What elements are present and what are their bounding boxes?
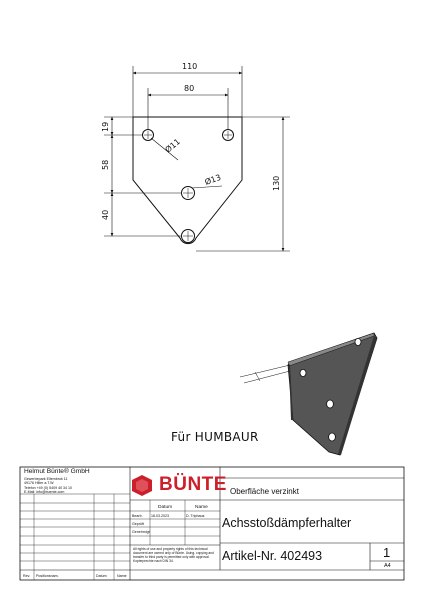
footer-date: Datum <box>96 574 107 578</box>
dim-width-total: 110 <box>182 62 198 71</box>
dim-height-total: 130 <box>272 175 281 191</box>
part-name: Achsstoßdämpferhalter <box>222 516 352 530</box>
dim-hole-small-dia: Ø11 <box>163 137 182 155</box>
row-approved: Genehmigt <box>132 530 150 534</box>
header-name: Name <box>195 505 208 510</box>
dim-top-offset: 19 <box>101 121 110 132</box>
dim-hole-spacing: 80 <box>184 84 195 93</box>
company-address <box>24 477 72 495</box>
address-line: Gewerbepark Ellernbrok 11 <box>24 477 68 481</box>
address-line: E-Mail: info@buente.com <box>24 490 65 495</box>
edited-name: D. Triphaus <box>186 514 205 518</box>
footer-name: Name <box>117 574 127 578</box>
sheet-number: 1 <box>383 545 391 560</box>
footer-rev: Rev. <box>23 574 31 578</box>
customer-note: Für HUMBAUR <box>171 430 259 444</box>
address-line: Telefon +49 (0) 5409 40 34 10 <box>24 485 73 490</box>
copyright-notice: All rights of use and property rights of this technical document are owned only of Bünte. Using, copying and transfer to third party is permitted only with approval. Kopierprechte nach DIN 34. <box>133 547 214 563</box>
part-outline <box>133 117 242 244</box>
article-number: Artikel-Nr. 402493 <box>222 549 323 563</box>
dim-middle-offset: 58 <box>101 159 110 170</box>
paper-format: A4 <box>384 563 391 569</box>
header-date: Datum <box>158 505 173 510</box>
row-edited: Bearb. <box>132 514 143 518</box>
row-checked: Geprüft <box>132 522 144 526</box>
company-name: Helmut Bünte® GmbH <box>24 468 90 475</box>
footer-position: Positionsnam. <box>36 574 59 578</box>
surface-finish: Oberfläche verzinkt <box>230 487 299 496</box>
part-3d-view <box>240 333 377 455</box>
dim-bottom-offset: 40 <box>101 209 110 220</box>
dim-hole-large-dia: Ø13 <box>203 172 223 187</box>
logo-wordmark: BÜNTE <box>159 474 227 495</box>
address-line: 49176 Hilter a.T.W. <box>24 481 55 486</box>
edited-date: 18.03.2023 <box>151 514 169 518</box>
